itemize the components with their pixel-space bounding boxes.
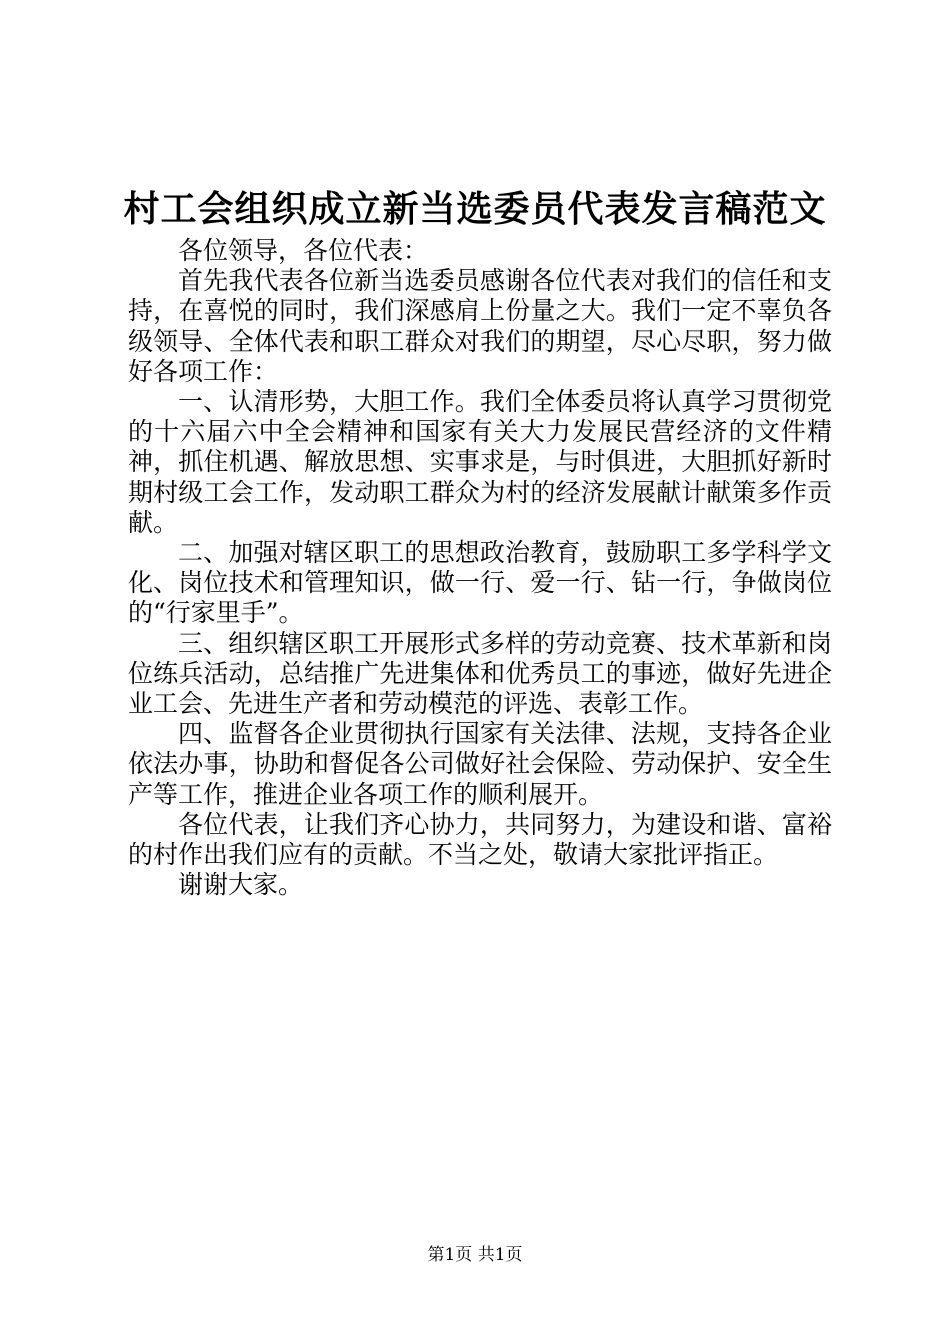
paragraph-thanks: 谢谢大家。 [178,870,304,900]
paragraph-point-1: 一、认清形势，大胆工作。我们全体委员将认真学习贯彻党的十六届六中全会精神和国家有关大力发展民营经济的文件精神，抓住机遇、解放思想、实事求是，与时俱进，大胆抓好新时期村级工会工作，发动职工群众为村的经济发展献计献策多作贡献。 [128,387,832,537]
paragraph-point-4: 四、监督各企业贯彻执行国家有关法律、法规，支持各企业依法办事，协助和督促各公司做好社会保险、劳动保护、安全生产等工作，推进企业各项工作的顺利展开。 [128,719,832,809]
document-title: 村工会组织成立新当选委员代表发言稿范文 [123,188,827,230]
paragraph-closing: 各位代表，让我们齐心协力，共同努力，为建设和谐、富裕的村作出我们应有的贡献。不当之处，敬请大家批评指正。 [128,809,832,870]
document-body [128,236,832,900]
salutation: 各位领导，各位代表： [178,236,429,265]
page-footer: 第1页 共1页 [427,1245,523,1265]
paragraph-point-2: 二、加强对辖区职工的思想政治教育，鼓励职工多学科学文化、岗位技术和管理知识，做一行、爱一行、钻一行，争做岗位的“行家里手”。 [128,538,832,628]
paragraph-intro: 首先我代表各位新当选委员感谢各位代表对我们的信任和支持，在喜悦的同时，我们深感肩上份量之大。我们一定不辜负各级领导、全体代表和职工群众对我们的期望，尽心尽职，努力做好各项工作： [128,266,832,386]
paragraph-point-3: 三、组织辖区职工开展形式多样的劳动竞赛、技术革新和岗位练兵活动，总结推广先进集体和优秀员工的事迹，做好先进企业工会、先进生产者和劳动模范的评选、表彰工作。 [128,628,832,719]
